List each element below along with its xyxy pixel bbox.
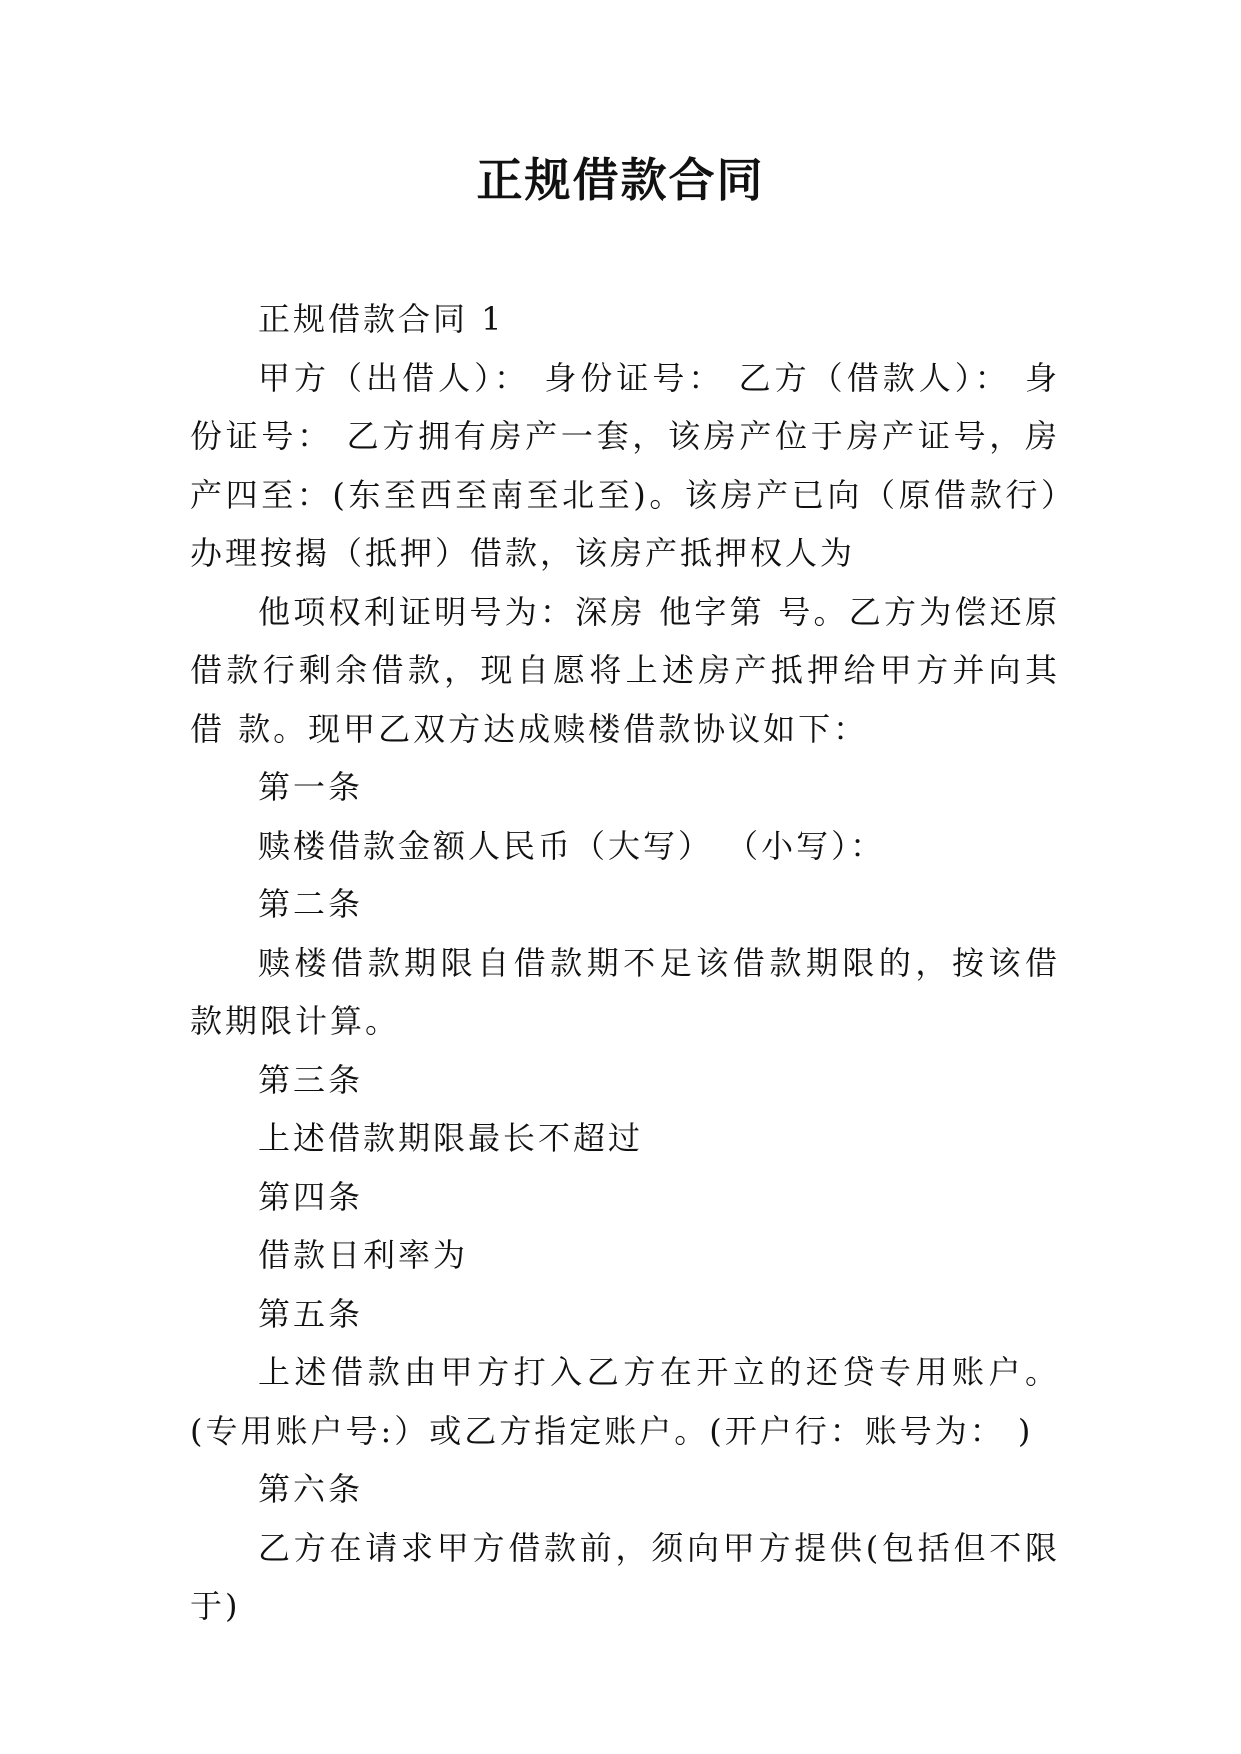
purpose-paragraph: 他项权利证明号为：深房 他字第 号。乙方为偿还原借款行剩余借款，现自愿将上述房产抵押给甲方并向其借 款。现甲乙双方达成赎楼借款协议如下： bbox=[190, 592, 1060, 748]
document-title: 正规借款合同 bbox=[476, 153, 765, 207]
article-1-text: 赎楼借款金额人民币（大写） （小写）： bbox=[258, 826, 886, 865]
article-4-heading: 第四条 bbox=[258, 1177, 364, 1216]
article-2-heading: 第二条 bbox=[258, 885, 364, 923]
article-6-heading: 第六条 bbox=[258, 1470, 364, 1508]
article-5-text: 上述借款由甲方打入乙方在开立的还贷专用账户。(专用账户号:）或乙方指定账户。(开户行：账号为： ) bbox=[190, 1353, 1060, 1450]
article-2-text: 赎楼借款期限自借款期不足该借款期限的，按该借款期限计算。 bbox=[190, 943, 1060, 1040]
document-body bbox=[190, 290, 1060, 1636]
article-5-heading: 第五条 bbox=[258, 1294, 364, 1333]
article-1-heading: 第一条 bbox=[258, 768, 364, 806]
article-6-text: 乙方在请求甲方借款前，须向甲方提供(包括但不限于) bbox=[190, 1528, 1060, 1625]
article-3-text: 上述借款期限最长不超过 bbox=[258, 1119, 644, 1157]
parties-paragraph: 甲方（出借人）： 身份证号： 乙方（借款人）： 身份证号： 乙方拥有房产一套，该房产位于房产证号，房产四至：(东至西至南至北至)。该房产已向（原借款行）办理按揭（抵押）借款，该房产抵押权人为 bbox=[190, 358, 1060, 572]
article-3-heading: 第三条 bbox=[258, 1060, 364, 1099]
contract-heading: 正规借款合同 1 bbox=[258, 300, 505, 338]
article-4-text: 借款日利率为 bbox=[258, 1236, 469, 1274]
